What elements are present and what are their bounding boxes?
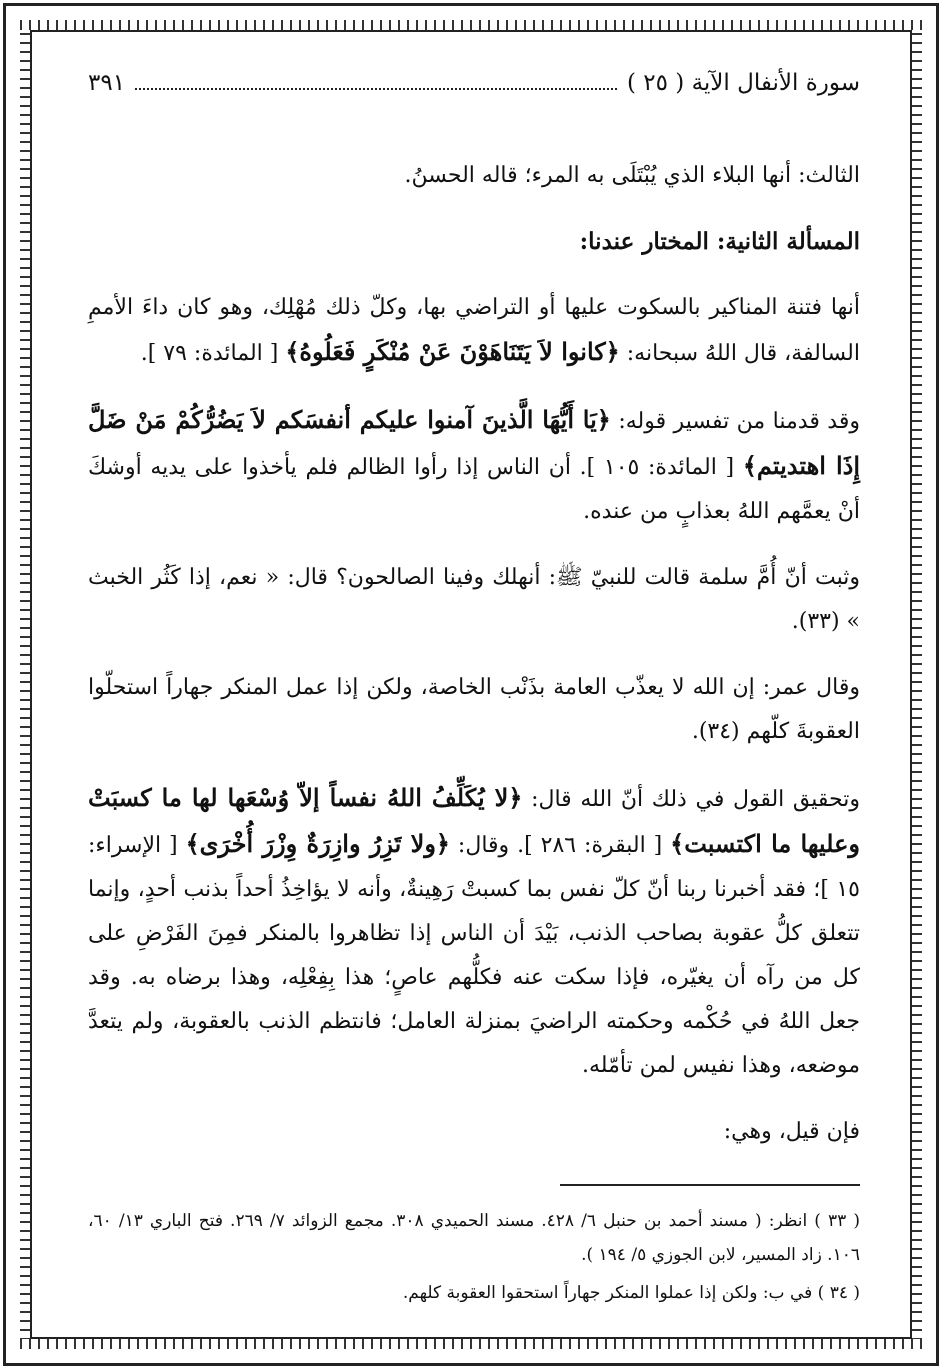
text-span: [ المائدة: ١٠٥ ]. أن الناس إذا رأوا الظالم فلم يأخذوا على يديه أوشكَ أنْ يعمَّهم اللهُ بعذابٍ من عنده.	[88, 455, 860, 524]
section-heading: المسألة الثانية: المختار عندنا:	[579, 228, 860, 255]
paragraph-objection: فإن قيل، وهي:	[723, 1119, 860, 1144]
quran-quote: ﴿يَا أَيُّهَا الَّذينَ آمنوا عليكم أنفسَكم لاَ يَضُرُّكُمْ مَنْ ضَلَّ إِذَا اهتديتم﴾	[88, 405, 860, 480]
paragraph-tafsir-reference	[88, 398, 860, 534]
quran-quote: ﴿كانوا لاَ يَتَنَاهَوْنَ عَنْ مُنْكَرٍ فَعَلُوهُ﴾	[285, 337, 620, 366]
paragraph-umar-saying: وقال عمر: إن الله لا يعذّب العامة بذَنْب الخاصة، ولكن إذا عمل المنكر جهاراً استحلّوا العقوبةَ كلّهم (٣٤).	[88, 675, 860, 744]
page-number: ٣٩١	[88, 70, 126, 96]
footnote-separator	[560, 1184, 860, 1186]
footnote-34: ( ٣٤ ) في ب: ولكن إذا عملوا المنكر جهاراً استحقوا العقوبة كلهم.	[402, 1283, 860, 1303]
running-title: سورة الأنفال الآية ( ٢٥ )	[626, 70, 860, 96]
header-leader-dots	[135, 74, 617, 90]
footnote-33: ( ٣٣ ) انظر: ( مسند أحمد بن حنبل ٦/ ٤٢٨. مسند الحميدي ٣٠٨. مجمع الزوائد ٧/ ٢٦٩. فتح الباري ١٣/ ٦٠، ١٠٦. زاد المسير، لابن الجوزي ٥/ ١٩٤ ).	[88, 1211, 860, 1265]
paragraph-chosen-view	[88, 286, 860, 376]
text-span: [ الإسراء: ١٥ ]؛ فقد أخبرنا ربنا أنّ كلّ نفس بما كسبتْ رَهِينةٌ، وأنه لا يؤاخِذُ أحداً بذنب أحدٍ، وإنما تتعلق كلُّ عقوبة بصاحب الذنب، بَيْدَ أن الناس إذا تظاهروا بالمنكر فمِنَ الفَرْضِ على كل من رآه أن يغيّره، فإذا سكت عنه فكلُّهم عاصٍ؛ هذا بِفِعْلِه، وهذا برضاه به. وقد جعل اللهُ في حُكْمه وحكمته الراضيَ بمنزلة العامل؛ فانتظم الذنب بالعقوبة، ولم يتعدَّ موضعه، وهذا نفيس لمن تأمّله.	[88, 833, 860, 1078]
paragraph-verification	[88, 776, 860, 1088]
quran-quote: ﴿ولا تَزِرُ وازِرَةٌ وِزْرَ أُخْرَى﴾	[185, 829, 450, 858]
text-span: وتحقيق القول في ذلك أنّ الله قال:	[522, 787, 860, 812]
text-span: أنها فتنة المناكير بالسكوت عليها أو التراضي بها، وكلّ ذلك مُهْلِك، وهو كان داءَ الأممِ السالفة، قال اللهُ سبحانه:	[88, 295, 860, 366]
quran-quote: ﴿لا يُكَلِّفُ اللهُ نفساً إلاّ وُسْعَها لها ما كسبَتْ وعليها ما اكتسبت﴾	[88, 783, 861, 858]
paragraph-hadith-umm-salama: وثبت أنّ أُمَّ سلمة قالت للنبيّ ﷺ: أنهلك وفينا الصالحون؟ قال: « نعم، إذا كَثُر الخبث » (٣٣).	[88, 565, 860, 634]
text-span: [ المائدة: ٧٩ ].	[140, 341, 286, 366]
paragraph-third-view: الثالث: أنها البلاء الذي يُبْتَلَى به المرء؛ قاله الحسنُ.	[404, 163, 860, 188]
page-content	[88, 70, 860, 1330]
text-span: [ البقرة: ٢٨٦ ]. وقال:	[450, 833, 671, 858]
text-span: وقد قدمنا من تفسير قوله:	[610, 409, 860, 434]
running-header	[88, 70, 860, 110]
